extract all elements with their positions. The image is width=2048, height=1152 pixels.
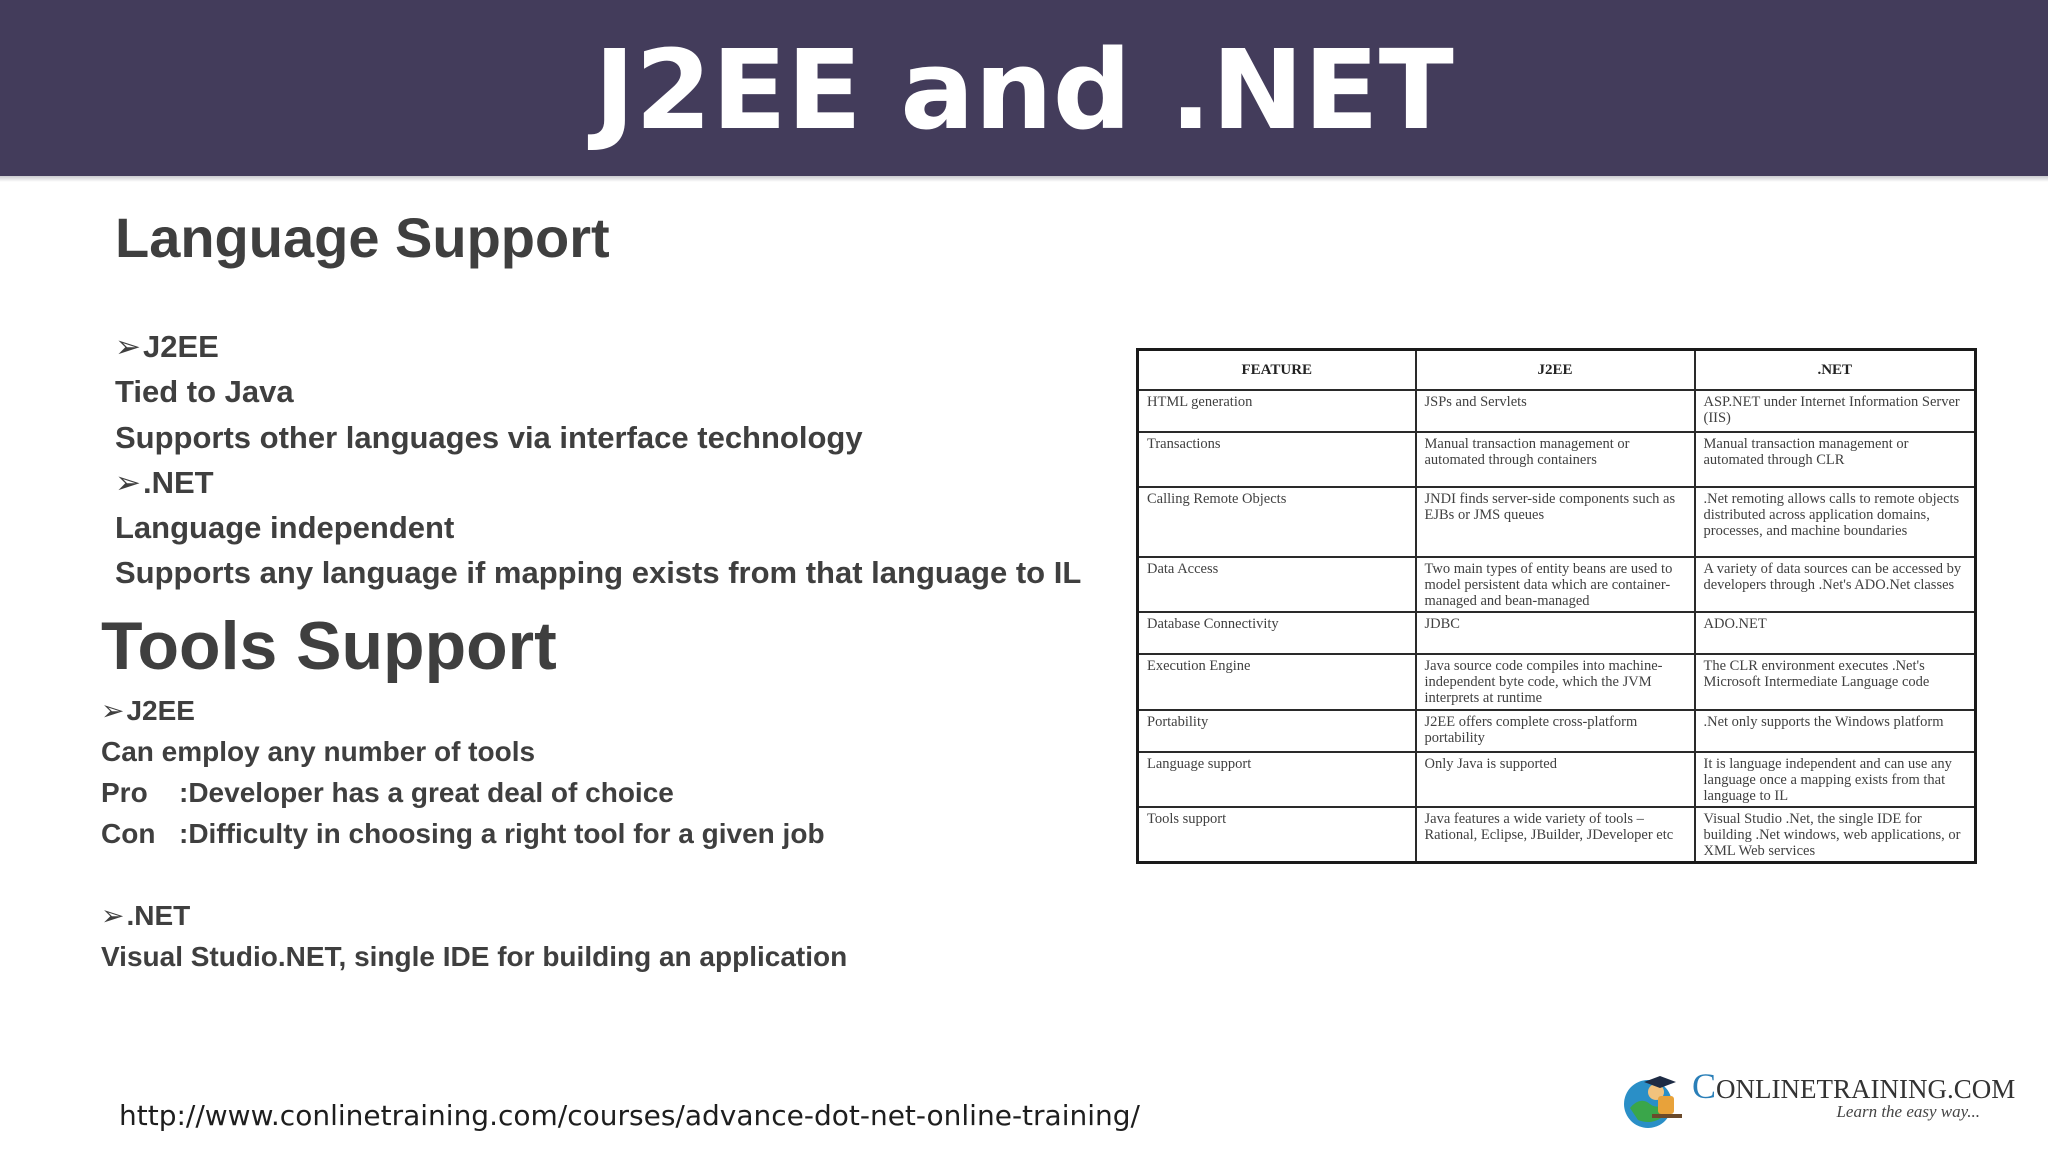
- table-row: [1138, 557, 1976, 612]
- j2ee-tools-bullet: [101, 690, 847, 731]
- arrow-bullet-icon: ➢: [101, 900, 125, 931]
- logo-wordmark: CONLINETRAINING.COM: [1692, 1066, 2016, 1106]
- table-header-row: [1138, 350, 1976, 390]
- net-cell: ASP.NET under Internet Information Server (IIS): [1695, 390, 1976, 432]
- header-net: .NET: [1695, 350, 1976, 390]
- header-feature: FEATURE: [1138, 350, 1416, 390]
- net-cell: Manual transaction management or automated through CLR: [1695, 432, 1976, 487]
- feature-cell: HTML generation: [1138, 390, 1416, 432]
- con-label: Con: [101, 818, 156, 849]
- net-label: .NET: [142, 464, 214, 500]
- feature-cell: Portability: [1138, 710, 1416, 752]
- list-item: Tied to Java: [115, 374, 294, 410]
- tools-support-list: [101, 690, 847, 977]
- net-cell: A variety of data sources can be accessed by developers through .Net's ADO.Net classes: [1695, 557, 1976, 612]
- net-bullet: [115, 460, 1081, 505]
- feature-cell: Data Access: [1138, 557, 1416, 612]
- net-cell: It is language independent and can use any language once a mapping exists from that language to IL: [1695, 752, 1976, 807]
- pro-line: [101, 772, 847, 813]
- header-j2ee: J2EE: [1416, 350, 1695, 390]
- net-tools-bullet: [101, 895, 847, 936]
- table-row: [1138, 612, 1976, 654]
- list-item: Supports other languages via interface technology: [115, 419, 863, 455]
- table-row: [1138, 807, 1976, 863]
- pro-label: Pro: [101, 777, 148, 808]
- net-cell: ADO.NET: [1695, 612, 1976, 654]
- feature-cell: Transactions: [1138, 432, 1416, 487]
- list-item: Language independent: [115, 510, 455, 546]
- con-text: :Difficulty in choosing a right tool for a given job: [179, 818, 825, 849]
- list-item: Supports any language if mapping exists from that language to IL: [115, 555, 1082, 591]
- j2ee-cell: JSPs and Servlets: [1416, 390, 1695, 432]
- feature-cell: Tools support: [1138, 807, 1416, 863]
- table-row: [1138, 710, 1976, 752]
- arrow-bullet-icon: ➢: [101, 695, 125, 726]
- j2ee-cell: Java source code compiles into machine-independent byte code, which the JVM interprets at runtime: [1416, 654, 1695, 710]
- course-url[interactable]: http://www.conlinetraining.com/courses/advance-dot-net-online-training/: [119, 1099, 1140, 1132]
- j2ee-label: J2EE: [142, 329, 219, 364]
- j2ee-cell: Java features a wide variety of tools – Rational, Eclipse, JBuilder, JDeveloper etc: [1416, 807, 1695, 863]
- conlinetraining-logo: [1620, 1066, 2016, 1132]
- table-row: [1138, 390, 1976, 432]
- net-cell: Visual Studio .Net, the single IDE for building .Net windows, web applications, or XML Web services: [1695, 807, 1976, 863]
- banner-shadow: [0, 176, 2048, 182]
- j2ee-cell: J2EE offers complete cross-platform portability: [1416, 710, 1695, 752]
- net-cell: .Net remoting allows calls to remote objects distributed across application domains, processes, and machine boundaries: [1695, 487, 1976, 557]
- j2ee-cell: Manual transaction management or automated through containers: [1416, 432, 1695, 487]
- feature-cell: Execution Engine: [1138, 654, 1416, 710]
- feature-cell: Calling Remote Objects: [1138, 487, 1416, 557]
- j2ee-cell: JDBC: [1416, 612, 1695, 654]
- table-row: [1138, 432, 1976, 487]
- net-cell: .Net only supports the Windows platform: [1695, 710, 1976, 752]
- j2ee-cell: Two main types of entity beans are used to model persistent data which are container-managed and bean-managed: [1416, 557, 1695, 612]
- j2ee-cell: JNDI finds server-side components such as EJBs or JMS queues: [1416, 487, 1695, 557]
- graduate-globe-logo-icon: [1620, 1068, 1686, 1132]
- feature-cell: Language support: [1138, 752, 1416, 807]
- comparison-table: [1136, 348, 1977, 864]
- slide-title: J2EE and .NET: [594, 26, 1454, 154]
- pro-text: :Developer has a great deal of choice: [179, 777, 674, 808]
- net-cell: The CLR environment executes .Net's Microsoft Intermediate Language code: [1695, 654, 1976, 710]
- language-support-list: [115, 324, 1081, 596]
- table-row: [1138, 654, 1976, 710]
- con-line: [101, 813, 847, 854]
- arrow-bullet-icon: ➢: [115, 464, 141, 500]
- arrow-bullet-icon: ➢: [115, 329, 141, 364]
- spacer: [101, 854, 847, 895]
- j2ee-bullet: [115, 324, 1081, 369]
- language-support-heading: Language Support: [115, 206, 610, 269]
- j2ee-cell: Only Java is supported: [1416, 752, 1695, 807]
- list-item: Visual Studio.NET, single IDE for building an application: [101, 941, 848, 972]
- list-item: Can employ any number of tools: [101, 736, 536, 767]
- table-row: [1138, 752, 1976, 807]
- j2ee-tools-label: J2EE: [126, 695, 195, 726]
- net-tools-label: .NET: [126, 900, 191, 931]
- table-row: [1138, 487, 1976, 557]
- feature-cell: Database Connectivity: [1138, 612, 1416, 654]
- tools-support-heading: Tools Support: [101, 608, 557, 684]
- logo-tagline: Learn the easy way...: [1836, 1102, 1980, 1121]
